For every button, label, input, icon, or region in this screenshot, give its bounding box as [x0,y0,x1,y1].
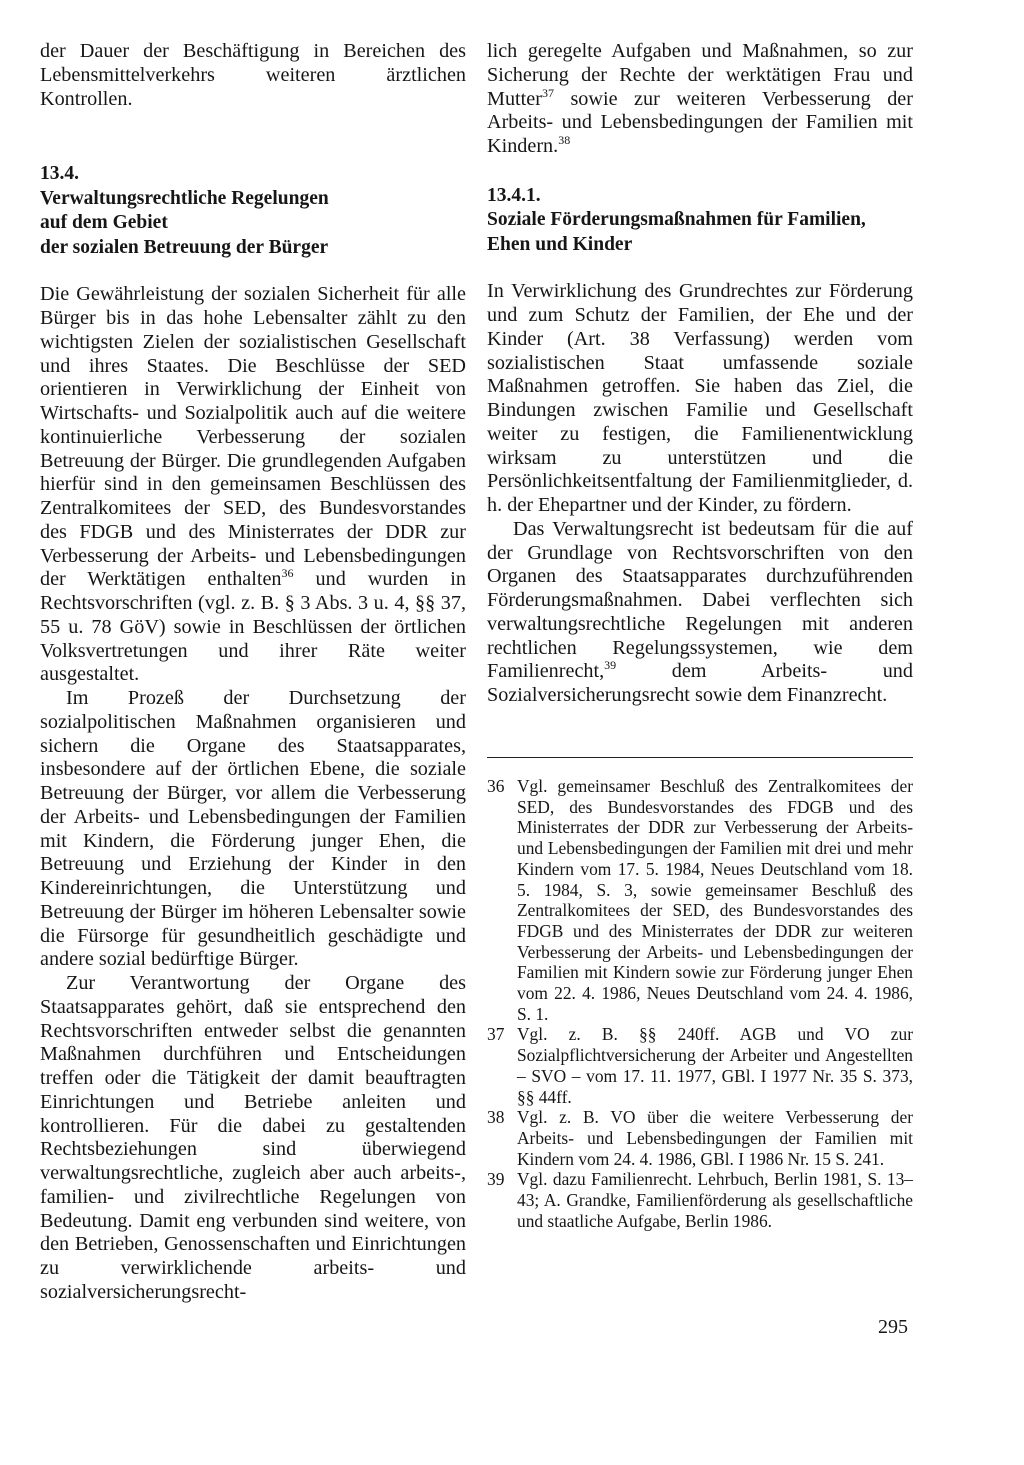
footnote-divider [487,757,913,758]
right-paragraph-2-text-b: dem Arbeits- und Sozialversicherungsrecht sowie dem Finanzrecht. [487,660,913,706]
right-paragraph-1: In Verwirklichung des Grundrechtes zur Förderung und zum Schutz der Familien, der Ehe und der Kinder (Art. 38 Verfassung) werden vom sozialistischen Staat umfassende soziale Maßnahmen getroffen. Sie haben das Ziel, die Bindungen zwischen Familie und Gesellschaft weiter zu festigen, die Familienentwicklung wirksam zu unterstützen und die Persönlichkeitsentfaltung der Familienmitglieder, d. h. der Ehepartner und der Kinder, zu fördern. [487,280,913,516]
left-paragraph-2: Im Prozeß der Durchsetzung der sozialpolitischen Maßnahmen organisieren und sichern die Organe des Staatsapparates, insbesondere auf der örtlichen Ebene, die soziale Betreuung der Bürger, vor allem die Verbesserung der Arbeits- und Lebensbedingungen der Familien mit Kindern, die Förderung junger Ehen, die Betreuung und Erziehung der Kinder in den Kindereinrichtungen, die Unterstützung und Betreuung der Bürger im höheren Lebensalter sowie die Fürsorge für gesundheitlich geschädigte und andere sozial bedürftige Bürger. [40,687,466,971]
footnote-number: 37 [487,1024,505,1045]
right-intro-text-a: lich geregelte Aufgaben und Maßnahmen, so zur Sicherung der Rechte der werktätigen Frau und Mutter [487,40,913,110]
section-number-13-4-1: 13.4.1. [487,184,541,206]
footnote-37 [487,1024,913,1107]
left-column [40,40,466,1305]
page-number: 295 [878,1316,908,1338]
section-title-13-4-line3: der sozialen Betreuung der Bürger [40,236,329,258]
footnote-text: Vgl. z. B. VO über die weitere Verbesserung der Arbeits- und Lebensbedingungen der Familien mit Kindern vom 24. 4. 1986, GBl. I 1986 Nr. 15 S. 241. [517,1107,913,1169]
left-intro-paragraph: der Dauer der Beschäftigung in Bereichen des Lebensmittelverkehrs weiteren ärztlichen Kontrollen. [40,40,466,110]
right-paragraph-2-text-a: Das Verwaltungsrecht ist bedeutsam für die auf der Grundlage von Rechtsvorschriften von den Organen des Staatsapparates durchzuführenden Förderungsmaßnahmen. Dabei verflechten sich verwaltungsrechtliche Regelungen mit anderen rechtlichen Regelungssystemen, wie dem Familienrecht, [487,517,913,683]
footnote-ref-39[interactable]: 39 [604,658,617,673]
footnote-39 [487,1169,913,1231]
footnote-text: Vgl. dazu Familienrecht. Lehrbuch, Berlin 1981, S. 13–43; A. Grandke, Familienförderung als gesellschaftliche und staatliche Aufgabe, Berlin 1986. [517,1169,913,1231]
footnote-number: 36 [487,776,505,796]
section-title-13-4-line2: auf dem Gebiet [40,212,168,234]
footnote-38 [487,1107,913,1169]
left-paragraph-3: Zur Verantwortung der Organe des Staatsapparates gehört, daß sie entsprechend den Rechtsvorschriften entweder selbst die genannten Maßnahmen durchführen und Entscheidungen treffen oder die Tätigkeit der damit beauftragten Einrichtungen und Betriebe anleiten und kontrollieren. Für die dabei zu gestaltenden Rechtsbeziehungen sind überwiegend verwaltungsrechtliche, zugleich aber auch arbeits-, familien- und zivilrechtliche Regelungen von Bedeutung. Damit eng verbunden sind weitere, von den Betrieben, Genossenschaften und Einrichtungen zu verwirklichende arbeits- und sozialversicherungsrecht- [40,972,466,1303]
left-paragraph-1-text-b: und wurden in Rechtsvorschriften (vgl. z. B. § 3 Abs. 3 u. 4, §§ 37, 55 u. 78 GöV) sowie in Beschlüssen der örtlichen Volksvertretungen und ihrer Räte weiter ausgestaltet. [40,568,466,686]
footnote-ref-38[interactable]: 38 [558,133,571,147]
right-column [487,40,913,708]
left-paragraph-1 [40,283,466,687]
section-title-13-4-1-line2: Ehen und Kinder [487,233,633,255]
footnote-36 [487,776,913,1024]
footnote-text: Vgl. z. B. §§ 240ff. AGB und VO zur Sozialpflichtversicherung der Arbeiter und Angestellten – SVO – vom 17. 11. 1977, GBl. I 1977 Nr. 35 S. 373, §§ 44ff. [517,1024,913,1107]
section-title-13-4-line1: Verwaltungsrechtliche Regelungen [40,187,329,209]
footnotes [487,776,913,1231]
right-intro-paragraph [487,40,913,159]
section-number-13-4: 13.4. [40,163,79,185]
footnote-text: Vgl. gemeinsamer Beschluß des Zentralkomitees der SED, des Bundesvorstandes des FDGB und des Ministerrates der DDR zur Verbesserung der Arbeits- und Lebensbedingungen der Familien mit drei und mehr Kindern vom 17. 5. 1984, Neues Deutschland vom 18. 5. 1984, S. 3, sowie gemeinsamer Beschluß des Zentralkomitees der SED, des Bundesvorstandes des FDGB und des Ministerrates der DDR zur weiteren Verbesserung der Arbeits- und Lebensbedingungen der Familien mit Kindern sowie zur Förderung junger Ehen vom 22. 4. 1986, Neues Deutschland vom 24. 4. 1986, S. 1. [517,776,913,1024]
section-title-13-4-1-line1: Soziale Förderungsmaßnahmen für Familien, [487,209,866,231]
footnote-number: 39 [487,1169,505,1190]
left-paragraph-1-text-a: Die Gewährleistung der sozialen Sicherheit für alle Bürger bis in das hohe Lebensalter zählt zu den wichtigsten Zielen der sozialistischen Gesellschaft und ihres Staates. Die Beschlüsse der SED orientieren in Verwirklichung der Einheit von Wirtschafts- und Sozialpolitik auch auf die weitere kontinuierliche Verbesserung der sozialen Betreuung der Bürger. Die grundlegenden Aufgaben hierfür sind in den gemeinsamen Beschlüssen des Zentralkomitees der SED, des Bundesvorstandes des FDGB und des Ministerrates der DDR zur Verbesserung der Arbeits- und Lebensbedingungen der Werktätigen enthalten [40,283,466,591]
footnote-number: 38 [487,1107,505,1128]
footnote-ref-36[interactable]: 36 [281,566,294,581]
right-intro-text-b: sowie zur weiteren Verbesserung der Arbeits- und Lebensbedingungen der Familien mit Kindern. [487,87,913,157]
right-paragraph-2 [487,518,913,708]
footnote-ref-37[interactable]: 37 [541,85,554,100]
